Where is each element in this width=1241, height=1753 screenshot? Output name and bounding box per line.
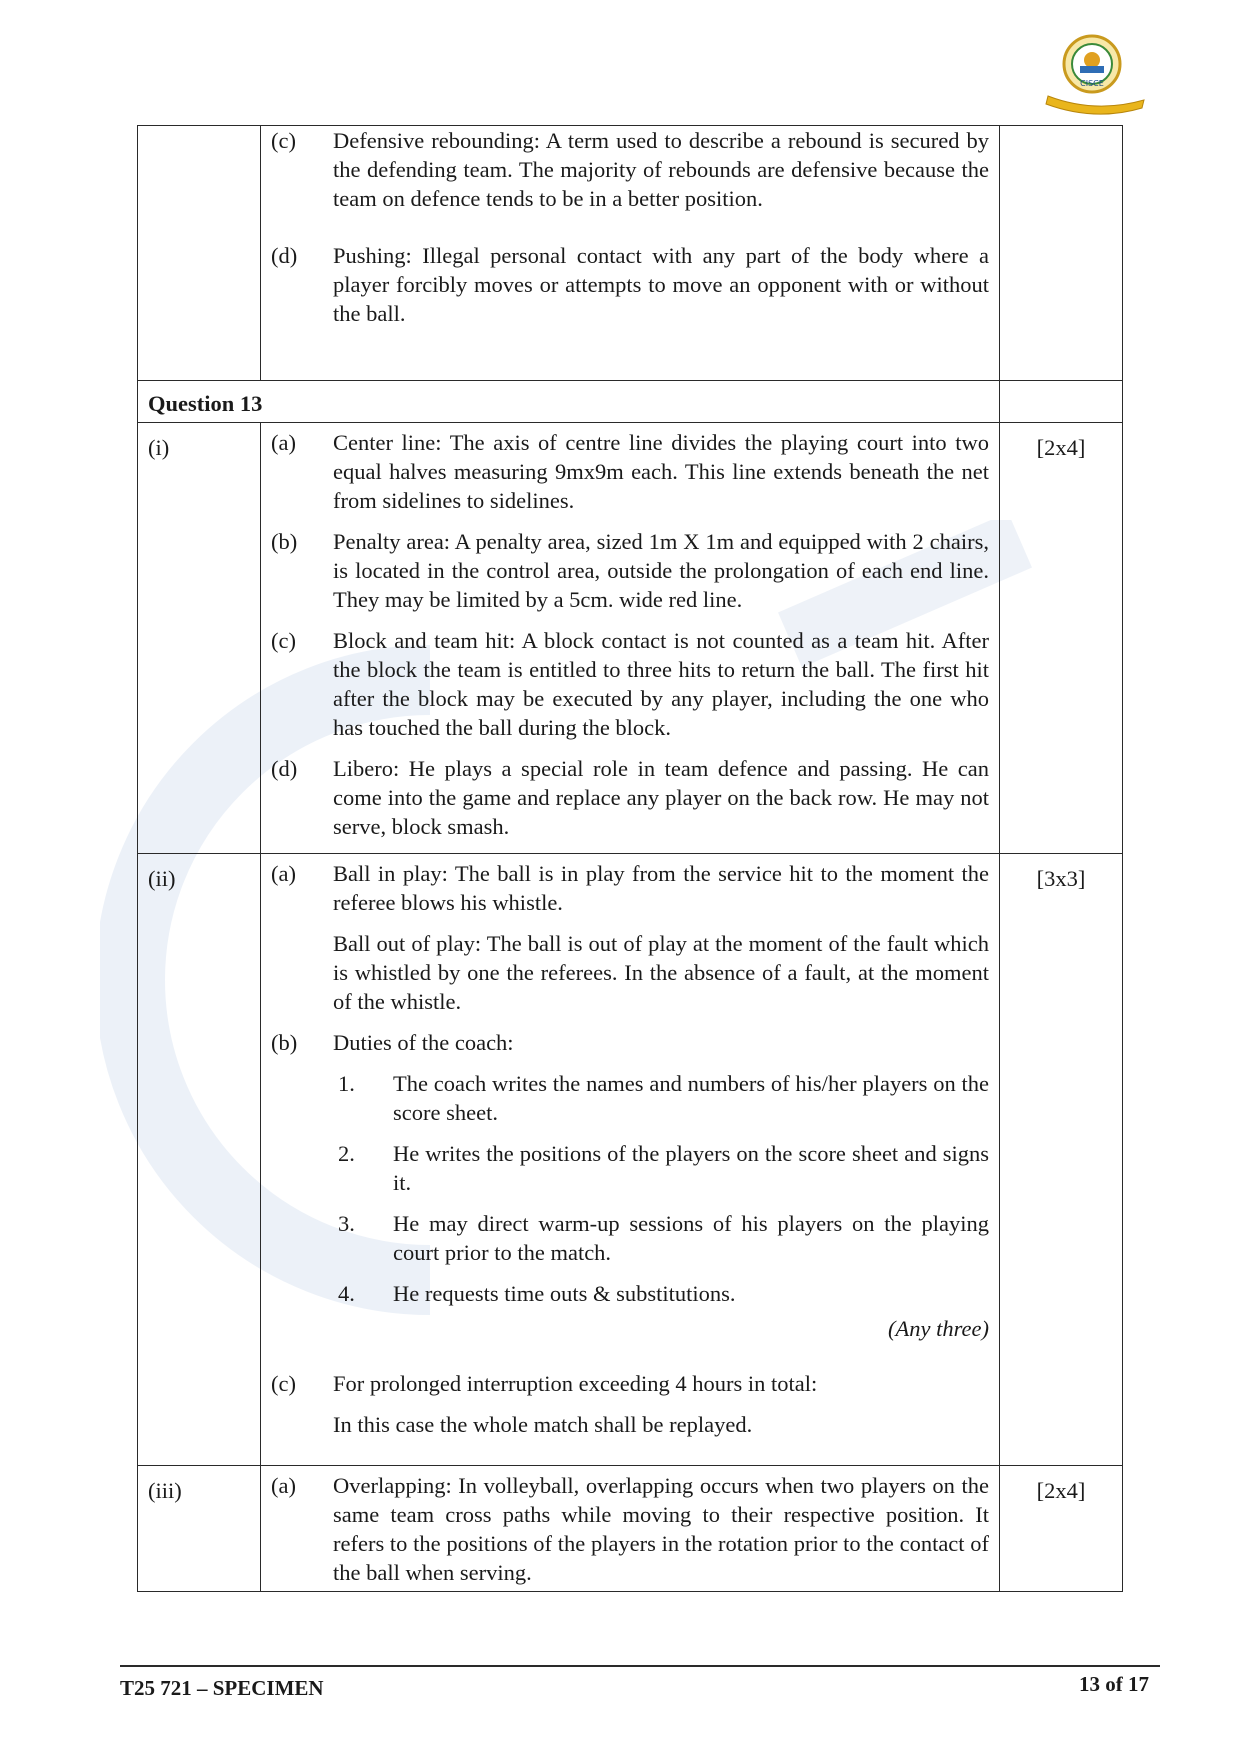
- item-text: Defensive rebounding: A term used to describe a rebound is secured by the defending team. The majority of rebounds are defensive because the team on defence tends to be in a better position.: [333, 128, 989, 211]
- question-header-row: [138, 381, 1123, 423]
- item-label: (a): [271, 861, 296, 886]
- marks-label: [2x4]: [1000, 423, 1123, 854]
- question-title: Question 13: [138, 381, 1000, 423]
- sub-item-number: 4.: [338, 1281, 355, 1306]
- list-item: [261, 859, 999, 1016]
- sub-item-text: He requests time outs & substitutions.: [393, 1281, 736, 1306]
- cisce-logo: [1040, 30, 1150, 115]
- item-text: For prolonged interruption exceeding 4 hours in total:: [333, 1371, 818, 1396]
- sub-item-text: He writes the positions of the players on the score sheet and signs it.: [393, 1141, 989, 1195]
- list-item: [261, 126, 999, 213]
- marks-label: [3x3]: [1000, 854, 1123, 1466]
- footer-paper-code: T25 721 – SPECIMEN: [120, 1676, 324, 1700]
- item-text: In this case the whole match shall be replayed.: [333, 1412, 753, 1437]
- sub-item: [333, 1279, 989, 1308]
- footer-page-number: 13 of 17: [1079, 1672, 1149, 1696]
- list-item: [261, 241, 999, 328]
- item-text: Overlapping: In volleyball, overlapping occurs when two players on the same team cross paths while moving to their respective position. It refers to the positions of the players in the rotation prior to the contact of the ball when serving.: [333, 1473, 989, 1585]
- footer-divider: [120, 1665, 1160, 1667]
- item-label: (c): [271, 1371, 296, 1396]
- item-label: (b): [271, 1030, 298, 1055]
- part-number: (iii): [138, 1466, 261, 1592]
- list-item: [261, 754, 999, 841]
- part-iii-row: [138, 1466, 1123, 1592]
- sub-item: [333, 1209, 989, 1267]
- part-ii-row: [138, 854, 1123, 1466]
- item-text: Pushing: Illegal personal contact with any part of the body where a player forcibly moves or attempts to move an opponent with or without the ball.: [333, 243, 989, 326]
- item-title: Duties of the coach:: [333, 1030, 514, 1055]
- item-text: Ball in play: The ball is in play from the service hit to the moment the referee blows his whistle.: [333, 861, 989, 915]
- logo-text: CISCE: [1080, 79, 1104, 88]
- sub-item-number: 1.: [338, 1071, 355, 1096]
- item-label: (d): [271, 243, 298, 268]
- list-item: [261, 1471, 999, 1587]
- item-text: Penalty area: A penalty area, sized 1m X 1m and equipped with 2 chairs, is located in the control area, outside the prolongation of each end line. They may be limited by a 5cm. wide red line.: [333, 529, 989, 612]
- item-text: Center line: The axis of centre line divides the playing court into two equal halves measuring 9mx9m each. This line extends beneath the net from sidelines to sidelines.: [333, 430, 989, 513]
- any-three-note: (Any three): [888, 1316, 989, 1341]
- item-label: (c): [271, 128, 296, 153]
- part-i-row: [138, 423, 1123, 854]
- item-label: (a): [271, 430, 296, 455]
- answer-table: [137, 125, 1123, 1592]
- sub-item: [333, 1069, 989, 1127]
- item-text: Libero: He plays a special role in team defence and passing. He can come into the game and replace any player on the back row. He may not serve, block smash.: [333, 756, 989, 839]
- item-text: Block and team hit: A block contact is not counted as a team hit. After the block the team is entitled to three hits to return the ball. The first hit after the block may be executed by any player, including the one who has touched the ball during the block.: [333, 628, 989, 740]
- item-label: (b): [271, 529, 298, 554]
- list-item: [261, 1028, 999, 1357]
- list-item: [261, 1369, 999, 1439]
- marks-label: [2x4]: [1000, 1466, 1123, 1592]
- top-block-row: [138, 126, 1123, 381]
- sub-item-number: 2.: [338, 1141, 355, 1166]
- item-label: (a): [271, 1473, 296, 1498]
- part-number: (i): [138, 423, 261, 854]
- sub-item-number: 3.: [338, 1211, 355, 1236]
- item-label: (d): [271, 756, 298, 781]
- list-item: [261, 428, 999, 515]
- list-item: [261, 626, 999, 742]
- item-label: (c): [271, 628, 296, 653]
- sub-item-text: The coach writes the names and numbers of his/her players on the score sheet.: [393, 1071, 989, 1125]
- part-number: (ii): [138, 854, 261, 1466]
- item-text: Ball out of play: The ball is out of play at the moment of the fault which is whistled by one the referees. In the absence of a fault, at the moment of the whistle.: [333, 931, 989, 1014]
- list-item: [261, 527, 999, 614]
- sub-item-text: He may direct warm-up sessions of his players on the playing court prior to the match.: [393, 1211, 989, 1265]
- sub-item: [333, 1139, 989, 1197]
